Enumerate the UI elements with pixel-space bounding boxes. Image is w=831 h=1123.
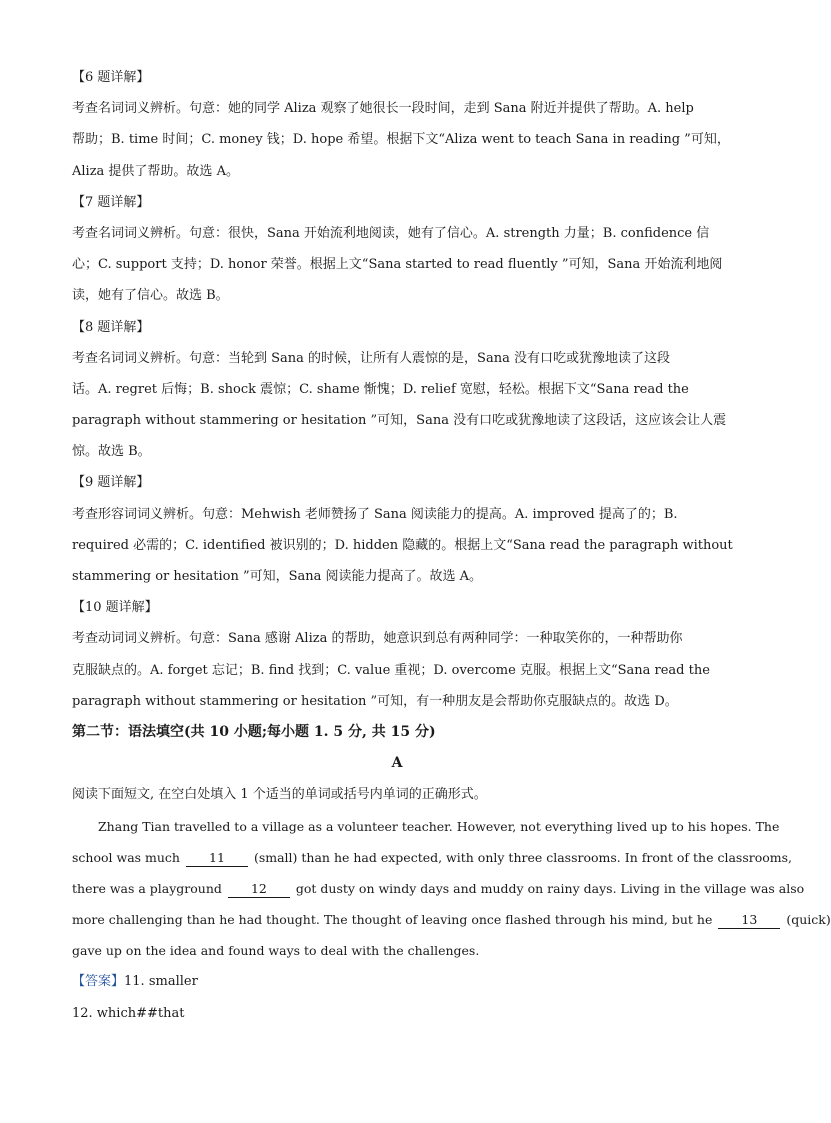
q8-line-3: paragraph without stammering or hesitation ”可知，Sana 没有口吃或犹豫地读了这段话，这应该会让人震 bbox=[72, 413, 727, 429]
q9-line-3: stammering or hesitation ”可知，Sana 阅读能力提高了。故选 A。 bbox=[72, 569, 483, 584]
passage bbox=[72, 811, 831, 967]
q10-heading: 【10 题详解】 bbox=[72, 600, 158, 616]
answer-11-text: 11. smaller bbox=[124, 974, 198, 990]
q6-line-3: Aliza 提供了帮助。故选 A。 bbox=[72, 163, 239, 179]
passage-text: (quick) bbox=[786, 912, 831, 928]
answer-tag: 【答案】 bbox=[72, 974, 125, 990]
blank-11: 11 bbox=[186, 850, 248, 867]
q6-heading: 【6 题详解】 bbox=[72, 70, 150, 85]
q9-heading: 【9 题详解】 bbox=[72, 475, 150, 491]
section-title: 第二节：语法填空(共 10 小题;每小题 1. 5 分, 共 15 分) bbox=[72, 723, 436, 740]
answer-11 bbox=[72, 966, 722, 997]
passage-line-2 bbox=[72, 842, 793, 873]
section-instruction: 阅读下面短文, 在空白处填入 1 个适当的单词或括号内单词的正确形式。 bbox=[72, 787, 487, 803]
q7-line-1: 考查名词词义辨析。句意：很快，Sana 开始流利地阅读，她有了信心。A. strength 力量；B. confidence 信 bbox=[72, 225, 710, 241]
blank-12: 12 bbox=[228, 881, 290, 898]
passage-text: more challenging than he had thought. The thought of leaving once flashed through his mind, but he bbox=[72, 912, 713, 928]
passage-line-1: Zhang Tian travelled to a village as a volunteer teacher. However, not everything lived up to his hopes. The bbox=[98, 818, 780, 834]
passage-text: school was much bbox=[72, 849, 180, 865]
q6-line-1: 考查名词词义辨析。句意：她的同学 Aliza 观察了她很长一段时间，走到 Sana 附近并提供了帮助。A. help bbox=[72, 101, 694, 117]
passage-text: got dusty on windy days and muddy on rainy days. Living in the village was also bbox=[295, 880, 805, 896]
q7-line-3: 读，她有了信心。故选 B。 bbox=[72, 288, 229, 304]
document-page bbox=[72, 62, 831, 1029]
passage-text: (small) than he had expected, with only three classrooms. In front of the classrooms, bbox=[253, 849, 793, 865]
q7-heading: 【7 题详解】 bbox=[72, 194, 150, 210]
q7-line-2: 心；C. support 支持；D. honor 荣誉。根据上文“Sana started to read fluently ”可知，Sana 开始流利地阅 bbox=[72, 257, 723, 273]
passage-line-3 bbox=[72, 873, 805, 904]
passage-line-5: gave up on the idea and found ways to deal with the challenges. bbox=[72, 943, 480, 959]
passage-text: there was a playground bbox=[72, 880, 222, 896]
q8-line-1: 考查名词词义辨析。句意：当轮到 Sana 的时候，让所有人震惊的是，Sana 没有口吃或犹豫地读了这段 bbox=[72, 350, 670, 366]
blank-13: 13 bbox=[718, 912, 780, 929]
q8-line-2: 话。A. regret 后悔；B. shock 震惊；C. shame 惭愧；D. relief 宽慰，轻松。根据下文“Sana read the bbox=[72, 381, 689, 397]
q6-line-2: 帮助；B. time 时间；C. money 钱；D. hope 希望。根据下文“Aliza went to teach Sana in reading ”可知， bbox=[72, 132, 730, 148]
passage-line-4 bbox=[72, 904, 831, 935]
q10-line-1: 考查动词词义辨析。句意：Sana 感谢 Aliza 的帮助，她意识到总有两种同学：一种取笑你的，一种帮助你 bbox=[72, 631, 683, 647]
q10-line-2: 克服缺点的。A. forget 忘记；B. find 找到；C. value 重视；D. overcome 克服。根据上文“Sana read the bbox=[72, 662, 710, 678]
part-letter: A bbox=[391, 755, 403, 772]
q8-heading: 【8 题详解】 bbox=[72, 319, 150, 335]
q9-line-1: 考查形容词词义辨析。句意：Mehwish 老师赞扬了 Sana 阅读能力的提高。A. improved 提高了的；B. bbox=[72, 506, 678, 522]
q9-line-2: required 必需的；C. identified 被识别的；D. hidden 隐藏的。根据上文“Sana read the paragraph without bbox=[72, 537, 733, 553]
q8-line-4: 惊。故选 B。 bbox=[72, 444, 151, 460]
answer-12: 12. which##that bbox=[72, 1005, 185, 1021]
q10-line-3: paragraph without stammering or hesitation ”可知，有一种朋友是会帮助你克服缺点的。故选 D。 bbox=[72, 693, 678, 709]
